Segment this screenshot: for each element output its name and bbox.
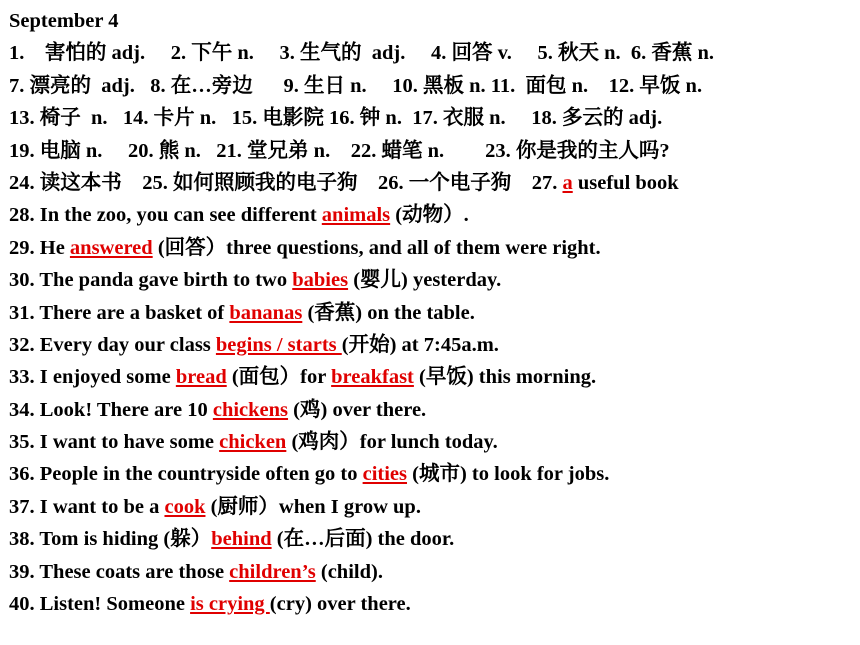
answer-text: children’s	[229, 560, 316, 583]
exercise-line	[9, 297, 855, 329]
line-text: 40. Listen! Someone	[9, 593, 191, 616]
line-text: (鸡) over there.	[288, 398, 427, 421]
line-text: (早饭) this morning.	[413, 366, 597, 389]
line-text: (cry) over there.	[269, 593, 411, 616]
answer-text: babies	[292, 269, 349, 292]
answer-text: breakfast	[331, 366, 414, 389]
line-text: 28. In the zoo, you can see different	[9, 204, 322, 227]
exercise-line	[9, 167, 855, 199]
line-text: 34. Look! There are 10	[9, 398, 213, 421]
line-text: 7. 漂亮的 adj. 8. 在…旁边 9. 生日 n. 10. 黑板 n. 11. 面包 n. 12. 早饭 n.	[9, 74, 703, 97]
line-text: (鸡肉）for lunch today.	[286, 431, 498, 454]
answer-text: bread	[175, 366, 227, 389]
answer-text: animals	[321, 204, 391, 227]
line-text: (回答）three questions, and all of them were right.	[152, 236, 601, 259]
line-text: 36. People in the countryside often go to	[9, 463, 363, 486]
exercise-line	[9, 264, 855, 296]
line-text: 35. I want to have some	[9, 431, 220, 454]
exercise-line	[9, 426, 855, 458]
answer-text: bananas	[229, 301, 303, 324]
exercise-line	[9, 588, 855, 620]
exercise-line	[9, 329, 855, 361]
exercise-line	[9, 491, 855, 523]
line-text: 13. 椅子 n. 14. 卡片 n. 15. 电影院 16. 钟 n. 17. 衣服 n. 18. 多云的 adj.	[9, 107, 663, 130]
line-text: (城市) to look for jobs.	[407, 463, 610, 486]
answer-text: behind	[211, 528, 272, 551]
line-text: 1. 害怕的 adj. 2. 下午 n. 3. 生气的 adj. 4. 回答 v. 5. 秋天 n. 6. 香蕉 n.	[9, 42, 715, 65]
answer-text: begins / starts	[215, 333, 342, 356]
line-text: (child).	[315, 560, 383, 583]
line-text: (婴儿) yesterday.	[348, 269, 502, 292]
exercise-line	[9, 361, 855, 393]
exercise-sheet	[9, 5, 855, 620]
exercise-line	[9, 394, 855, 426]
line-text: 24. 读这本书 25. 如何照顾我的电子狗 26. 一个电子狗 27.	[9, 171, 563, 194]
line-text: (动物）.	[390, 204, 469, 227]
exercise-line	[9, 199, 855, 231]
line-text: (厨师）when I grow up.	[205, 495, 421, 518]
line-text: 33. I enjoyed some	[9, 366, 176, 389]
exercise-line	[9, 37, 855, 69]
line-text: 32. Every day our class	[9, 333, 216, 356]
line-text: 19. 电脑 n. 20. 熊 n. 21. 堂兄弟 n. 22. 蜡笔 n. 23. 你是我的主人吗?	[9, 139, 670, 162]
exercise-lines	[9, 37, 855, 620]
answer-text: cities	[362, 463, 408, 486]
line-text: (开始) at 7:45a.m.	[341, 333, 499, 356]
line-text: 29. He	[9, 236, 70, 259]
answer-text: chickens	[212, 398, 289, 421]
exercise-line	[9, 556, 855, 588]
line-text: (在…后面) the door.	[271, 528, 455, 551]
line-text: 31. There are a basket of	[9, 301, 230, 324]
line-text: useful book	[572, 171, 679, 194]
exercise-line	[9, 232, 855, 264]
answer-text: answered	[69, 236, 153, 259]
exercise-line	[9, 102, 855, 134]
answer-text: is crying	[190, 593, 270, 616]
answer-text: a	[562, 171, 573, 194]
exercise-line	[9, 458, 855, 490]
line-text: 38. Tom is hiding (躲）	[9, 528, 212, 551]
exercise-line	[9, 70, 855, 102]
line-text: 30. The panda gave birth to two	[9, 269, 293, 292]
line-text: 37. I want to be a	[9, 495, 165, 518]
answer-text: chicken	[219, 431, 287, 454]
line-text: (香蕉) on the table.	[302, 301, 475, 324]
answer-text: cook	[164, 495, 206, 518]
line-text: 39. These coats are those	[9, 560, 230, 583]
line-text: (面包）for	[226, 366, 332, 389]
date-heading: September 4	[9, 10, 119, 32]
exercise-line	[9, 135, 855, 167]
exercise-line	[9, 523, 855, 555]
